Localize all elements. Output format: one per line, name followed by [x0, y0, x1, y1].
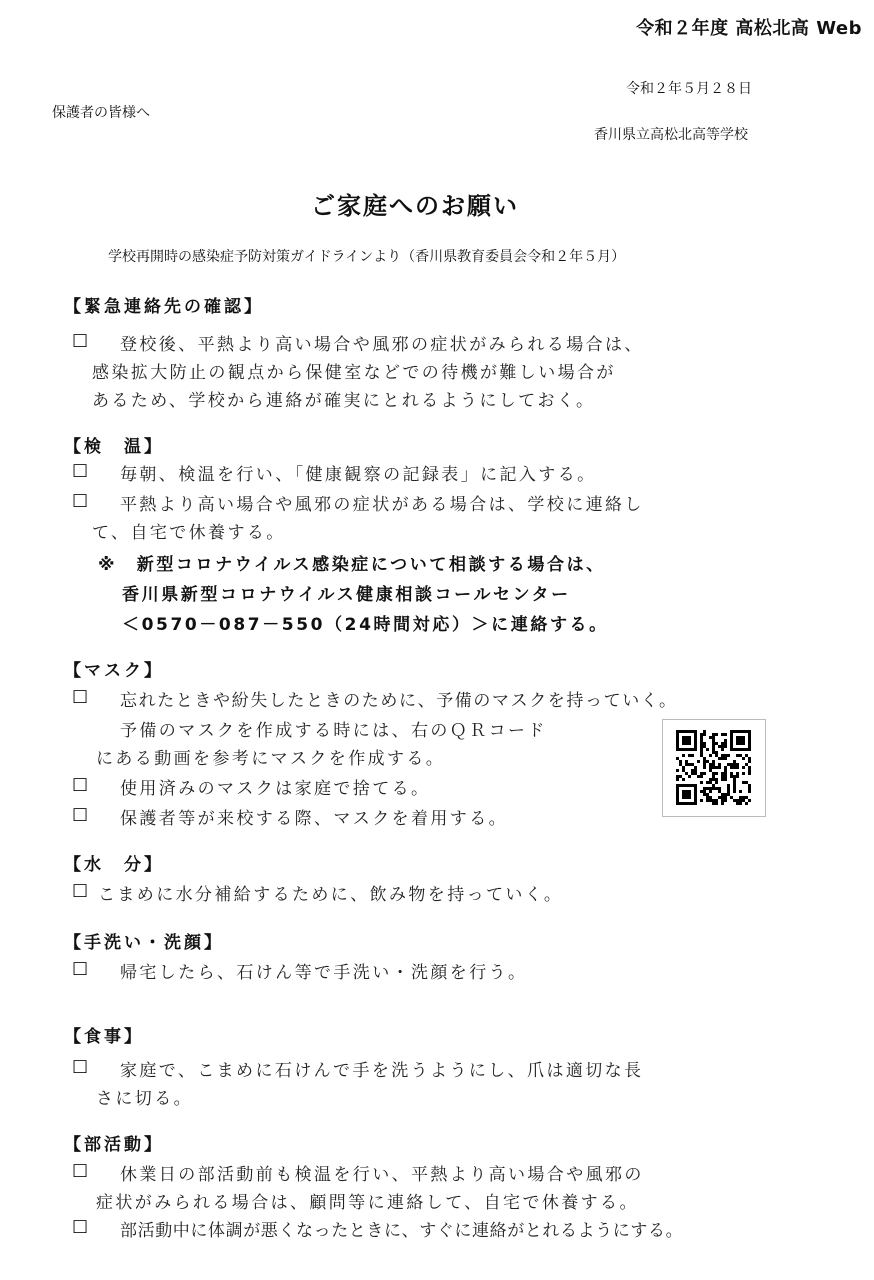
letter-date: 令和２年５月２８日: [626, 81, 752, 97]
checkbox-icon: □: [72, 1216, 89, 1236]
consultation-note-line1: ※ 新型コロナウイルス感染症について相談する場合は、: [98, 555, 606, 575]
handwash-item1: 帰宅したら、石けん等で手洗い・洗顔を行う。: [120, 963, 528, 983]
section-heading-handwash: 【手洗い・洗顔】: [64, 933, 224, 953]
section-heading-club: 【部活動】: [64, 1135, 164, 1155]
meal-item1-line2: さに切る。: [96, 1089, 193, 1109]
emergency-item1-line2: 感染拡大防止の観点から保健室などでの待機が難しい場合が: [92, 363, 616, 383]
qr-code-icon[interactable]: [662, 719, 766, 817]
club-item2: 部活動中に体調が悪くなったときに、すぐに連絡がとれるようにする。: [120, 1221, 684, 1241]
letter-subtitle: 学校再開時の感染症予防対策ガイドラインより（香川県教育委員会令和２年５月）: [108, 249, 626, 265]
letter-addressee: 保護者の皆様へ: [52, 105, 150, 121]
mask-item3: 保護者等が来校する際、マスクを着用する。: [120, 809, 508, 829]
section-heading-emergency: 【緊急連絡先の確認】: [64, 297, 264, 317]
mask-item1-sub-line1: 予備のマスクを作成する時には、右のＱＲコード: [120, 721, 547, 741]
temperature-item1: 毎朝、検温を行い、「健康観察の記録表」に記入する。: [120, 465, 597, 485]
mask-item2: 使用済みのマスクは家庭で捨てる。: [120, 779, 431, 799]
checkbox-icon: □: [72, 1056, 89, 1076]
section-heading-water: 【水 分】: [64, 855, 164, 875]
checkbox-icon: □: [72, 460, 89, 480]
checkbox-icon: □: [72, 1160, 89, 1180]
checkbox-icon: □: [72, 686, 89, 706]
temperature-item2-line2: て、自宅で休養する。: [92, 523, 286, 543]
letter-title: ご家庭へのお願い: [311, 192, 519, 220]
temperature-item2-line1: 平熱より高い場合や風邪の症状がある場合は、学校に連絡し: [120, 495, 644, 515]
letter-sender: 香川県立高松北高等学校: [594, 127, 748, 143]
mask-item1-sub-line2: にある動画を参考にマスクを作成する。: [96, 749, 446, 769]
consultation-note-line3: ＜0570－087－550（24時間対応）＞に連絡する。: [122, 615, 609, 635]
checkbox-icon: □: [72, 958, 89, 978]
checkbox-icon: □: [72, 804, 89, 824]
mask-item1: 忘れたときや紛失したときのために、予備のマスクを持っていく。: [120, 691, 678, 711]
section-heading-temperature: 【検 温】: [64, 437, 164, 457]
checkbox-icon: □: [72, 330, 89, 350]
checkbox-icon: □: [72, 774, 89, 794]
emergency-item1-line1: 登校後、平熱より高い場合や風邪の症状がみられる場合は、: [120, 335, 644, 355]
club-item1-line1: 休業日の部活動前も検温を行い、平熱より高い場合や風邪の: [120, 1165, 644, 1185]
section-heading-meal: 【食事】: [64, 1027, 144, 1047]
club-item1-line2: 症状がみられる場合は、顧問等に連絡して、自宅で休養する。: [96, 1193, 639, 1213]
checkbox-icon: □: [72, 880, 89, 900]
page-header-title: 令和２年度 高松北高 Web: [636, 18, 862, 39]
meal-item1-line1: 家庭で、こまめに石けんで手を洗うようにし、爪は適切な長: [120, 1061, 644, 1081]
checkbox-icon: □: [72, 490, 89, 510]
water-item1: こまめに水分補給するために、飲み物を持っていく。: [98, 885, 564, 905]
consultation-note-line2: 香川県新型コロナウイルス健康相談コールセンター: [122, 585, 571, 605]
emergency-item1-line3: あるため、学校から連絡が確実にとれるようにしておく。: [92, 391, 596, 411]
section-heading-mask: 【マスク】: [64, 661, 164, 681]
